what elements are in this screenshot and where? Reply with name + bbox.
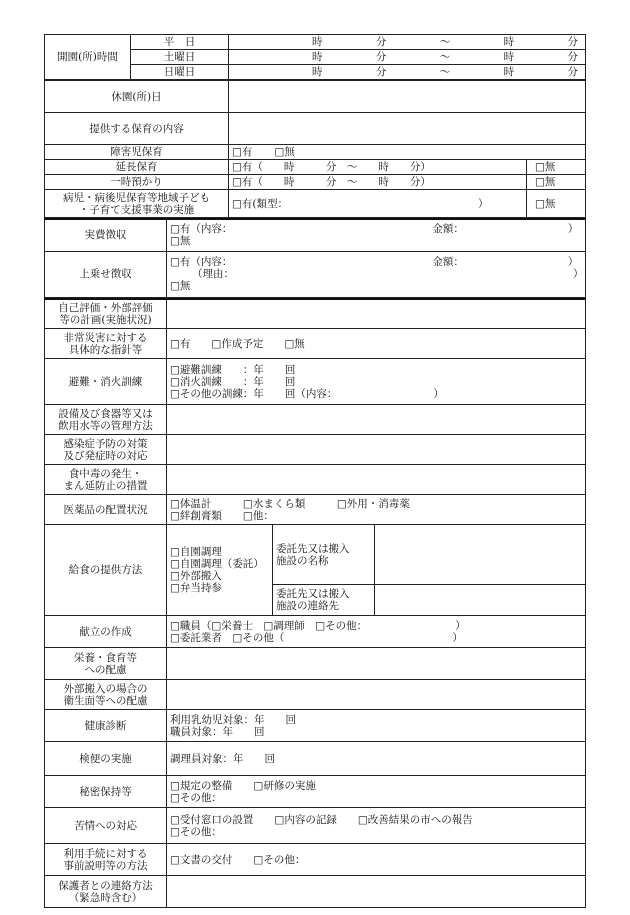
contact-label — [45, 876, 167, 908]
fee-table — [44, 218, 586, 298]
label-line: 非常災害に対する — [63, 331, 148, 344]
drill-field[interactable] — [167, 359, 586, 405]
label-line: まん延防止の措置 — [63, 479, 148, 492]
temporary-care-field[interactable]: □有（ 時 分 ～ 時 分） — [229, 175, 527, 190]
meals-options[interactable] — [167, 525, 273, 616]
medicine-label: 医薬品の配置状況 — [45, 495, 167, 525]
medicine-field[interactable] — [167, 495, 586, 525]
saturday-time[interactable] — [229, 50, 586, 65]
fire-drill-checkbox[interactable]: □消火訓練 ：年 回 — [170, 375, 296, 388]
extra-fee-amount: 金額： — [432, 256, 464, 268]
menu-label: 献立の作成 — [45, 616, 167, 648]
sick-care-label-line1: 病児・病後児保育等地域子ども — [63, 191, 210, 204]
contractor-contact-label — [273, 585, 375, 616]
minute-text: 分 — [375, 66, 387, 78]
minute-text: 分 — [567, 36, 578, 48]
food-poison-label — [45, 465, 167, 495]
health-field[interactable] — [167, 710, 586, 742]
external-delivery-checkbox[interactable]: □外部搬入 — [170, 570, 222, 582]
bring-lunch-checkbox[interactable]: □弁当持参 — [170, 582, 222, 594]
staff-checkbox[interactable]: □職員（□栄養士 □調理師 □その他： — [170, 619, 368, 632]
label-line: 施設の名称 — [276, 554, 329, 567]
label-line: 利用手続に対する — [63, 847, 148, 860]
sick-care-type: □有(類型： — [232, 197, 289, 210]
hour-text: 時 — [312, 66, 323, 78]
label-line: 及び発症時の対応 — [63, 449, 148, 462]
contact-field[interactable] — [167, 876, 586, 908]
paren-close: ） — [478, 197, 489, 210]
label-line: 設備及び食器等又は — [58, 407, 153, 420]
paren-close: ） — [452, 631, 463, 644]
sick-care-no-checkbox[interactable]: □無 — [527, 190, 586, 218]
tilde-text: ～ — [439, 66, 451, 78]
privacy-options[interactable]: □規定の整備 □研修の実施 — [170, 779, 316, 792]
nutrition-field[interactable] — [167, 648, 586, 680]
care-content-label: 提供する保育の内容 — [45, 113, 229, 145]
menu-field[interactable] — [167, 616, 586, 648]
complaint-other[interactable]: □その他： — [170, 825, 222, 838]
contractor-name-label — [273, 525, 375, 585]
contractor-contact-field[interactable] — [375, 585, 586, 616]
extra-fee-content: □有（内容： — [170, 256, 233, 268]
opening-hours-label: 開園(所)時間 — [45, 35, 131, 80]
label-line: （緊急時含む） — [68, 891, 143, 904]
stool-field[interactable]: 調理員対象：年 回 — [167, 742, 586, 776]
extended-care-field[interactable]: □有（ 時 分 ～ 時 分） — [229, 160, 527, 175]
paren-close: ） — [433, 387, 444, 400]
label-line: 衛生面等への配慮 — [63, 694, 148, 707]
paren-close: ） — [567, 256, 579, 268]
hour-text: 時 — [312, 51, 323, 63]
medicine-other[interactable]: □絆創膏類 □他： — [170, 509, 274, 522]
hour-text: 時 — [312, 36, 323, 48]
tilde-text: ～ — [439, 36, 451, 48]
other-drill-checkbox[interactable]: □その他の訓練：年 回（内容： — [170, 387, 338, 400]
extended-care-no-checkbox[interactable]: □無 — [527, 160, 586, 175]
extra-fee-field[interactable] — [167, 251, 586, 297]
label-line: への配慮 — [84, 663, 127, 676]
complaint-label: 苦情への対応 — [45, 808, 167, 844]
minute-text: 分 — [567, 66, 578, 78]
facility-form — [44, 34, 586, 908]
food-poison-field[interactable] — [167, 465, 586, 495]
actual-fee-label: 実費徴収 — [45, 219, 167, 251]
label-line: 外部搬入の場合の — [63, 682, 148, 695]
minute-text: 分 — [375, 36, 387, 48]
temporary-care-label: 一時預かり — [45, 175, 229, 190]
label-line: 委託先又は搬入 — [276, 588, 350, 600]
actual-fee-field[interactable] — [167, 219, 586, 251]
weekday-label: 平 日 — [131, 35, 229, 50]
yes-checkbox[interactable]: □有 — [232, 146, 253, 158]
operations-table — [44, 298, 586, 909]
privacy-label: 秘密保持等 — [45, 776, 167, 808]
closed-days-label: 休園(所)日 — [45, 81, 229, 113]
hour-text: 時 — [503, 66, 515, 78]
extended-care-label: 延長保育 — [45, 160, 229, 175]
hour-text: 時 — [503, 51, 515, 63]
disaster-label — [45, 329, 167, 359]
label-line: 保護者との連絡方法 — [58, 879, 153, 892]
weekday-time[interactable] — [229, 35, 586, 50]
temporary-care-no-checkbox[interactable]: □無 — [527, 175, 586, 190]
hour-text: 時 — [503, 36, 515, 48]
label-line: 等の計画(実施状況) — [59, 313, 152, 326]
label-line: 食中毒の発生・ — [68, 467, 143, 480]
sunday-time[interactable] — [229, 65, 586, 80]
self-cooking-checkbox[interactable]: □自園調理 — [170, 546, 222, 558]
label-line: 事前説明等の方法 — [63, 859, 148, 872]
extra-fee-none-checkbox[interactable]: □無 — [170, 280, 191, 292]
sick-care-label-line2: ・子育て支援事業の実施 — [78, 203, 195, 216]
health-label: 健康診断 — [45, 710, 167, 742]
paren-close: ） — [567, 223, 579, 236]
care-table — [44, 80, 586, 218]
complaint-field[interactable] — [167, 808, 586, 844]
infection-label — [45, 435, 167, 465]
paren-close: ） — [573, 268, 584, 280]
closed-days-field[interactable] — [229, 81, 586, 113]
label-line: 栄養・食育等 — [74, 651, 137, 664]
medicine-options[interactable]: □体温計 □水まくら類 □外用・消毒薬 — [170, 497, 410, 510]
disabled-care-field[interactable] — [229, 145, 586, 160]
minute-text: 分 — [567, 51, 578, 63]
evaluation-label — [45, 299, 167, 329]
label-line: 感染症予防の対策 — [63, 437, 148, 450]
explanation-label — [45, 844, 167, 876]
stool-label: 検便の実施 — [45, 742, 167, 776]
explanation-field[interactable]: □文書の交付 □その他： — [167, 844, 586, 876]
label-line: 施設の連絡先 — [276, 600, 339, 612]
contractor-name-field[interactable] — [375, 525, 586, 585]
evaluation-field[interactable] — [167, 299, 586, 329]
self-cooking-contract-checkbox[interactable]: □自園調理（委託） — [170, 558, 264, 570]
fee-none-checkbox[interactable]: □無 — [170, 235, 191, 248]
evacuation-drill-checkbox[interactable]: □避難訓練 ：年 回 — [170, 363, 296, 376]
hygiene-label — [45, 680, 167, 710]
equipment-field[interactable] — [167, 405, 586, 435]
disabled-care-label: 障害児保育 — [45, 145, 229, 160]
sunday-label: 日曜日 — [131, 65, 229, 80]
children-checkup: 利用乳幼児対象：年 回 — [170, 713, 296, 726]
staff-checkup: 職員対象：年 回 — [170, 725, 265, 738]
hours-table — [44, 34, 586, 80]
paren-close: ） — [455, 619, 466, 632]
drill-label: 避難・消火訓練 — [45, 359, 167, 405]
extra-fee-reason: （理由： — [192, 268, 234, 280]
extra-fee-label: 上乗せ徴収 — [45, 251, 167, 297]
meals-label: 給食の提供方法 — [45, 525, 167, 616]
care-content-field[interactable] — [229, 113, 586, 145]
label-line: 具体的な指針等 — [68, 343, 143, 356]
hygiene-field[interactable] — [167, 680, 586, 710]
sick-care-label — [45, 190, 229, 218]
sick-care-field[interactable] — [229, 190, 527, 218]
label-line: 自己評価・外部評価 — [58, 301, 153, 314]
fee-content: □有（内容： — [170, 223, 233, 236]
label-line: 委託先又は搬入 — [276, 542, 350, 555]
no-checkbox[interactable]: □無 — [274, 146, 295, 158]
complaint-options[interactable]: □受付窓口の設置 □内容の記録 □改善結果の市への報告 — [170, 813, 473, 826]
contractor-checkbox[interactable]: □委託業者 □その他（ — [170, 631, 285, 644]
label-line: 飲用水等の管理方法 — [58, 419, 153, 432]
equipment-label — [45, 405, 167, 435]
privacy-field[interactable] — [167, 776, 586, 808]
privacy-other[interactable]: □その他： — [170, 791, 222, 804]
infection-field[interactable] — [167, 435, 586, 465]
minute-text: 分 — [375, 51, 387, 63]
fee-amount: 金額： — [432, 223, 464, 236]
nutrition-label — [45, 648, 167, 680]
saturday-label: 土曜日 — [131, 50, 229, 65]
disaster-field[interactable]: □有 □作成予定 □無 — [167, 329, 586, 359]
tilde-text: ～ — [439, 51, 451, 63]
